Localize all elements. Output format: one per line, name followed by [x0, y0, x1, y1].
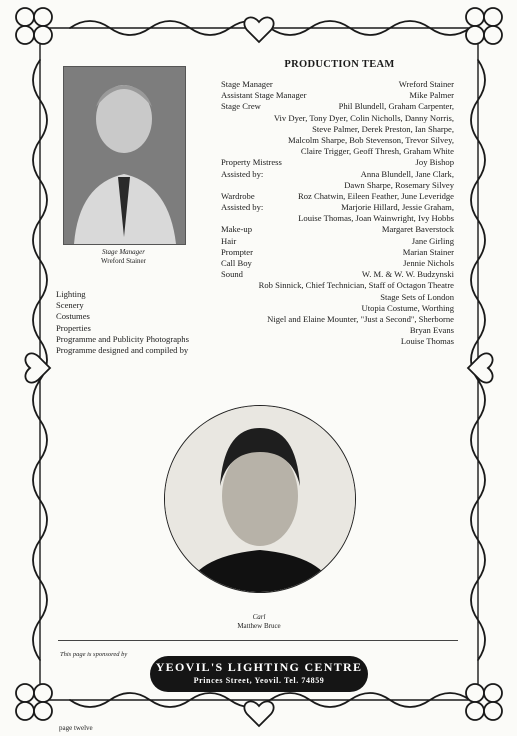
credit-value: Roz Chatwin, Eileen Feather, June Leveridge	[298, 190, 454, 201]
credit-label: Stage Manager	[221, 79, 273, 89]
credit-row	[221, 258, 454, 269]
page-number: page twelve	[59, 724, 93, 732]
cast-caption	[200, 613, 318, 631]
credit-row	[221, 303, 454, 314]
credit-label: Prompter	[221, 246, 253, 257]
credit-value: Marian Stainer	[402, 246, 454, 257]
credit-value: Mike Palmer	[409, 90, 454, 101]
credit-label: Property Mistress	[221, 157, 282, 168]
credit-row	[221, 157, 454, 168]
credit-row	[221, 247, 454, 258]
credit-value: Steve Palmer, Derek Preston, Ian Sharpe,	[312, 123, 454, 134]
character-name: Carl	[252, 613, 266, 621]
credit-label: Hair	[221, 235, 237, 246]
credit-label: Stage Crew	[221, 101, 261, 112]
credit-label: Assisted by:	[221, 202, 264, 213]
credit-label: Wardrobe	[221, 190, 255, 201]
credit-label: Assistant Stage Manager	[221, 90, 307, 101]
credit-row	[221, 314, 454, 325]
credit-value: W. M. & W. W. Budzynski	[361, 269, 454, 280]
credit-value: Stage Sets of London	[380, 291, 454, 302]
credit-label: Sound	[221, 269, 243, 280]
credit-value: Claire Trigger, Geoff Thresh, Graham White	[300, 146, 454, 157]
left-label: Programme designed and compiled by	[56, 344, 189, 355]
credit-row	[221, 146, 454, 157]
credit-row	[221, 236, 454, 247]
credit-value: Nigel and Elaine Mounter, "Just a Second", Sherborne	[267, 313, 454, 324]
caption-name: Wreford Stainer	[100, 257, 146, 265]
credit-row	[221, 124, 454, 135]
credit-value: Joy Bishop	[415, 157, 454, 168]
credit-value: Jennie Nichols	[403, 258, 454, 268]
divider	[58, 640, 458, 641]
credit-value: Louise Thomas	[400, 336, 454, 347]
credits-list	[221, 79, 454, 348]
credit-value: Utopia Costume, Worthing	[361, 302, 454, 313]
credit-row	[221, 325, 454, 336]
credit-label: Call Boy	[221, 258, 252, 268]
left-label: Programme and Publicity Photographs	[56, 333, 189, 344]
credit-row	[221, 113, 454, 124]
credit-row	[221, 202, 454, 213]
credit-value: Louise Thomas, Joan Wainwright, Ivy Hobbs	[298, 213, 454, 224]
credit-value: Dawn Sharpe, Rosemary Silvey	[344, 179, 454, 190]
credit-label: Make-up	[221, 224, 253, 235]
credit-value: Bryan Evans	[409, 325, 454, 336]
credit-value: Malcolm Sharpe, Bob Stevenson, Trevor Silvey,	[287, 134, 454, 145]
sponsor-note: This page is sponsored by	[60, 651, 128, 658]
credit-value: Wreford Stainer	[398, 79, 454, 89]
credit-row	[221, 180, 454, 191]
cast-portrait	[164, 405, 356, 593]
credit-value: Anna Blundell, Jane Clark,	[360, 168, 454, 179]
sponsor-banner	[150, 656, 368, 692]
stage-manager-photo	[63, 66, 186, 245]
left-label: Scenery	[56, 300, 84, 311]
stage-manager-caption	[63, 248, 184, 266]
credit-row	[221, 191, 454, 202]
credit-row	[221, 90, 454, 101]
credit-row	[221, 79, 454, 90]
left-label: Costumes	[56, 311, 90, 322]
actor-name: Matthew Bruce	[237, 622, 281, 630]
credit-value: Rob Sinnick, Chief Technician, Staff of Octagon Theatre	[258, 280, 454, 291]
credit-value: Viv Dyer, Tony Dyer, Colin Nicholls, Danny Norris,	[273, 112, 454, 123]
left-label: Lighting	[56, 289, 86, 299]
credit-value: Phil Blundell, Graham Carpenter,	[338, 101, 454, 112]
credit-label: Assisted by:	[221, 168, 264, 179]
section-heading: PRODUCTION TEAM	[284, 59, 395, 70]
left-label: Properties	[56, 322, 91, 333]
credit-row	[221, 135, 454, 146]
credit-row	[221, 292, 454, 303]
sponsor-name: YEOVIL'S LIGHTING CENTRE	[155, 660, 363, 674]
credit-row	[221, 213, 454, 224]
credit-row	[221, 280, 454, 291]
credit-value: Jane Girling	[411, 235, 454, 246]
caption-role: Stage Manager	[102, 248, 145, 256]
credit-row	[221, 336, 454, 347]
credit-value: Margaret Baverstock	[381, 224, 454, 235]
credit-row	[221, 224, 454, 235]
credit-value: Marjorie Hillard, Jessie Graham,	[341, 202, 454, 213]
left-labels-list	[56, 289, 189, 356]
credit-row	[221, 169, 454, 180]
credit-row	[221, 269, 454, 280]
sponsor-address: Princes Street, Yeovil. Tel. 74859	[193, 676, 325, 685]
credit-row	[221, 101, 454, 112]
